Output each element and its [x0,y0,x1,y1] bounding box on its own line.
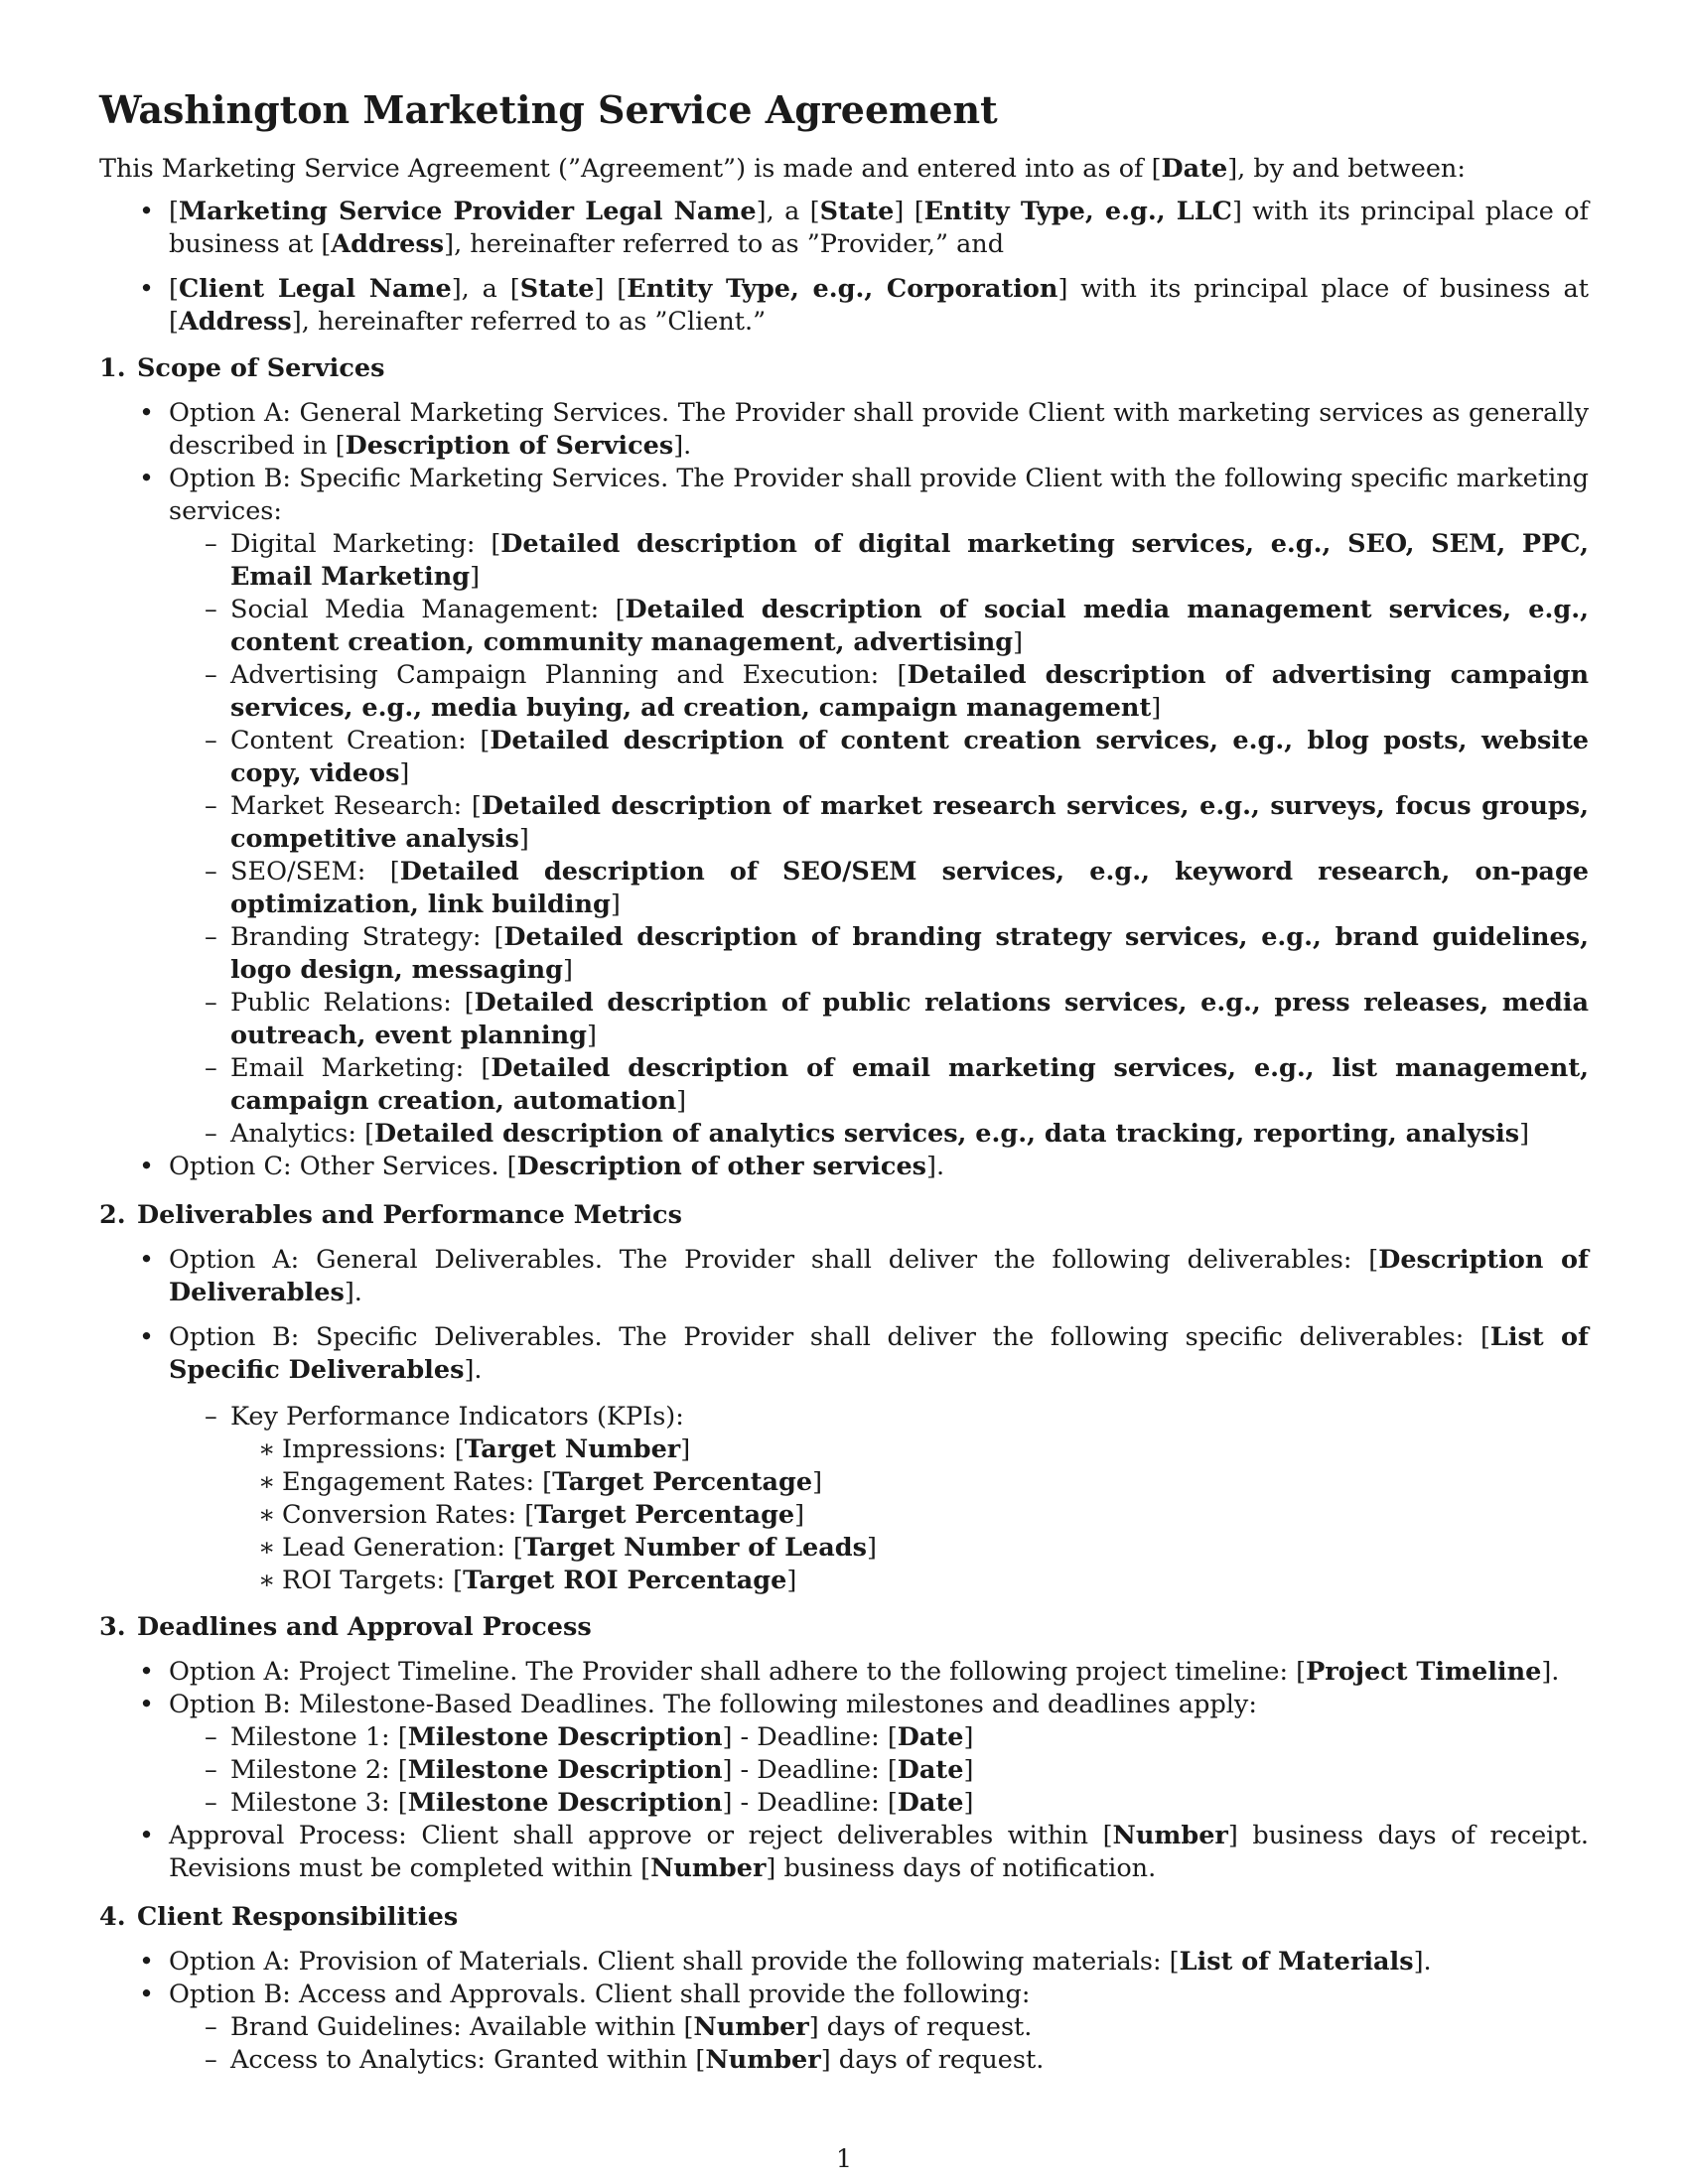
section-title: Deadlines and Approval Process [137,1612,592,1642]
option-text-end: ]. [464,1355,483,1385]
kpi-targets-list [230,1433,1589,1597]
intro-text: This Marketing Service Agreement (”Agreement”) is made and entered into as of [ [99,154,1162,184]
option-placeholder: List of Materials [1179,1947,1414,1977]
option-placeholder: List of Specific Deliverables [169,1322,1589,1385]
party-address-placeholder: Address [178,307,292,337]
milestone-placeholder: Milestone Description [407,1788,723,1818]
service-placeholder: Detailed description of market research services, e.g., surveys, focus groups, competitive analysis [230,791,1590,854]
party-provider [99,196,1589,261]
milestone-label: Milestone 1: [ [230,1722,408,1752]
milestone-label: Milestone 2: [ [230,1755,408,1785]
client-access-list [169,2011,1589,2077]
party-text: ] with its principal place of business at [ [169,197,1589,259]
service-end: ] [399,758,410,788]
party-name-placeholder: Marketing Service Provider Legal Name [178,197,757,226]
service-label: Social Media Management: [ [230,595,626,624]
section-heading-client-responsibilities [99,1901,1589,1934]
kpi-placeholder: Target Number [464,1434,681,1464]
service-end: ] [470,562,481,592]
option-text: Option B: Specific Marketing Services. The Provider shall provide Client with the following specific marketing services: [169,464,1589,526]
approval-text: Approval Process: Client shall approve or reject deliverables within [ [169,1821,1113,1850]
section-title: Client Responsibilities [137,1902,459,1932]
document-page [99,85,1589,2077]
scope-option-b [99,463,1589,1151]
milestones-list [169,1721,1589,1820]
list-item [169,528,1589,594]
milestone-placeholder: Milestone Description [407,1722,723,1752]
list-item [169,1754,1589,1787]
service-placeholder: Detailed description of advertising campaign services, e.g., media buying, ad creation, campaign management [230,660,1590,723]
option-text: Option B: Milestone-Based Deadlines. The following milestones and deadlines apply: [169,1690,1257,1719]
kpi-label: Key Performance Indicators (KPIs): [230,1402,684,1432]
milestone-end: ] [963,1755,974,1785]
service-placeholder: Detailed description of digital marketing services, e.g., SEO, SEM, PPC, Email Marketing [230,529,1589,592]
list-item [169,1118,1589,1151]
party-entity-placeholder: Entity Type, e.g., Corporation [627,274,1058,304]
approval-text: ] business days of receipt. Revisions must be completed within [ [169,1821,1590,1883]
service-placeholder: Detailed description of analytics services, e.g., data tracking, reporting, analysis [374,1119,1520,1149]
intro-paragraph [99,153,1589,186]
option-text-end: ]. [1541,1657,1560,1687]
party-text: ] [ [594,274,628,304]
service-end: ] [1519,1119,1530,1149]
kpi-end: ] [786,1566,797,1595]
milestone-end: ] [963,1722,974,1752]
list-item [230,1466,1589,1499]
section-heading-deadlines [99,1611,1589,1644]
list-item [169,2011,1589,2044]
section-number: 4. [99,1902,126,1932]
intro-text-end: ], by and between: [1227,154,1466,184]
access-placeholder: Number [705,2045,821,2075]
deliverables-option-b [99,1321,1589,1597]
milestone-date-placeholder: Date [897,1788,964,1818]
party-text: ], hereinafter referred to as ”Client.” [291,307,767,337]
approval-placeholder: Number [650,1853,767,1883]
option-placeholder: Project Timeline [1306,1657,1542,1687]
access-end: ] days of request. [808,2012,1033,2042]
kpi-heading-item [169,1401,1589,1597]
service-placeholder: Detailed description of branding strategy services, e.g., brand guidelines, logo design, messaging [230,922,1589,985]
option-placeholder: Description of other services [516,1152,927,1181]
service-label: Content Creation: [ [230,726,491,755]
service-end: ] [586,1021,597,1050]
deadlines-option-b [99,1689,1589,1820]
option-placeholder: Description of Services [345,431,674,461]
approval-placeholder: Number [1112,1821,1228,1850]
party-text: ] [ [894,197,924,226]
option-text: Option A: Provision of Materials. Client shall provide the following materials: [ [169,1947,1180,1977]
service-label: Digital Marketing: [ [230,529,501,559]
service-label: Branding Strategy: [ [230,922,504,952]
list-item [169,659,1589,725]
party-entity-placeholder: Entity Type, e.g., LLC [923,197,1232,226]
list-item [230,1532,1589,1565]
milestone-label: Milestone 3: [ [230,1788,408,1818]
party-address-placeholder: Address [331,229,445,259]
service-placeholder: Detailed description of content creation services, e.g., blog posts, website copy, videos [230,726,1589,788]
service-placeholder: Detailed description of SEO/SEM services, e.g., keyword research, on-page optimization, link building [230,857,1589,919]
intro-date-placeholder: Date [1161,154,1228,184]
option-text-end: ]. [1413,1947,1432,1977]
milestone-date-placeholder: Date [897,1722,964,1752]
client-option-a [99,1946,1589,1979]
document-title: Washington Marketing Service Agreement [99,87,998,132]
deliverables-option-a [99,1244,1589,1309]
service-label: SEO/SEM: [ [230,857,400,887]
option-text-end: ]. [673,431,692,461]
service-label: Advertising Campaign Planning and Execution: [ [230,660,908,690]
approval-process [99,1820,1589,1885]
service-label: Email Marketing: [ [230,1053,492,1083]
list-item [169,1787,1589,1820]
kpi-end: ] [812,1467,823,1497]
scope-option-a [99,397,1589,463]
section-heading-deliverables [99,1199,1589,1232]
approval-text: ] business days of notification. [766,1853,1157,1883]
scope-services-list [169,528,1589,1151]
list-item [230,1433,1589,1466]
deadlines-options-list [99,1656,1589,1885]
list-item [169,856,1589,921]
kpi-item-label: ROI Targets: [ [282,1566,464,1595]
party-text: ] with its principal place of business at [ [169,274,1589,337]
list-item [230,1499,1589,1532]
party-text: [ [169,197,179,226]
option-text: Option A: Project Timeline. The Provider shall adhere to the following project timeline: [ [169,1657,1307,1687]
service-end: ] [1013,627,1024,657]
client-option-b [99,1979,1589,2077]
option-text: Option B: Access and Approvals. Client shall provide the following: [169,1979,1031,2009]
option-text: Option A: General Deliverables. The Provider shall deliver the following deliverables: [ [169,1245,1379,1275]
milestone-placeholder: Milestone Description [407,1755,723,1785]
kpi-placeholder: Target Percentage [552,1467,813,1497]
service-placeholder: Detailed description of public relations services, e.g., press releases, media outreach, event planning [230,988,1589,1050]
list-item [169,1721,1589,1754]
party-state-placeholder: State [519,274,595,304]
section-heading-scope [99,352,1589,385]
section-title: Deliverables and Performance Metrics [137,1200,682,1230]
kpi-item-label: Engagement Rates: [ [282,1467,553,1497]
service-placeholder: Detailed description of social media management services, e.g., content creation, community management, advertising [230,595,1589,657]
option-text: Option B: Specific Deliverables. The Provider shall deliver the following specific deliverables: [ [169,1322,1490,1352]
service-placeholder: Detailed description of email marketing services, e.g., list management, campaign creation, automation [230,1053,1589,1116]
option-text: Option A: General Marketing Services. The Provider shall provide Client with marketing services as generally described in [ [169,398,1589,461]
milestone-end: ] [963,1788,974,1818]
option-text-end: ]. [926,1152,945,1181]
access-label: Access to Analytics: Granted within [ [230,2045,706,2075]
kpi-end: ] [794,1500,805,1530]
list-item [230,1565,1589,1597]
deliverables-options-list [99,1244,1589,1597]
kpi-placeholder: Target ROI Percentage [463,1566,787,1595]
milestone-mid: ] - Deadline: [ [722,1788,898,1818]
parties-list [99,196,1589,339]
section-number: 2. [99,1200,126,1230]
service-end: ] [676,1086,687,1116]
section-title: Scope of Services [137,353,385,383]
list-item [169,1052,1589,1118]
service-label: Analytics: [ [230,1119,375,1149]
service-label: Market Research: [ [230,791,482,821]
access-label: Brand Guidelines: Available within [ [230,2012,694,2042]
kpi-list [169,1401,1589,1597]
list-item [169,987,1589,1052]
party-name-placeholder: Client Legal Name [178,274,452,304]
page-number: 1 [835,2144,853,2174]
option-text: Option C: Other Services. [ [169,1152,517,1181]
service-end: ] [1151,693,1162,723]
milestone-date-placeholder: Date [897,1755,964,1785]
access-placeholder: Number [693,2012,809,2042]
party-text: [ [169,274,179,304]
list-item [169,725,1589,790]
client-options-list [99,1946,1589,2077]
scope-options-list [99,397,1589,1183]
party-text: ], a [ [756,197,820,226]
milestone-mid: ] - Deadline: [ [722,1755,898,1785]
kpi-item-label: Impressions: [ [282,1434,465,1464]
access-end: ] days of request. [820,2045,1045,2075]
section-number: 3. [99,1612,126,1642]
party-state-placeholder: State [819,197,895,226]
option-text-end: ]. [344,1278,362,1307]
list-item [169,594,1589,659]
deadlines-option-a [99,1656,1589,1689]
kpi-item-label: Conversion Rates: [ [282,1500,535,1530]
kpi-end: ] [866,1533,877,1563]
section-number: 1. [99,353,126,383]
list-item [169,2044,1589,2077]
service-end: ] [562,955,573,985]
kpi-item-label: Lead Generation: [ [282,1533,523,1563]
service-label: Public Relations: [ [230,988,475,1018]
kpi-end: ] [680,1434,691,1464]
kpi-placeholder: Target Number of Leads [522,1533,867,1563]
scope-option-c [99,1151,1589,1183]
service-end: ] [518,824,529,854]
milestone-mid: ] - Deadline: [ [722,1722,898,1752]
service-end: ] [610,889,621,919]
party-client [99,273,1589,339]
list-item [169,790,1589,856]
kpi-placeholder: Target Percentage [534,1500,795,1530]
party-text: ], a [ [451,274,520,304]
option-placeholder: Description of Deliverables [169,1245,1589,1307]
list-item [169,921,1589,987]
party-text: ], hereinafter referred to as ”Provider,” and [444,229,1005,259]
